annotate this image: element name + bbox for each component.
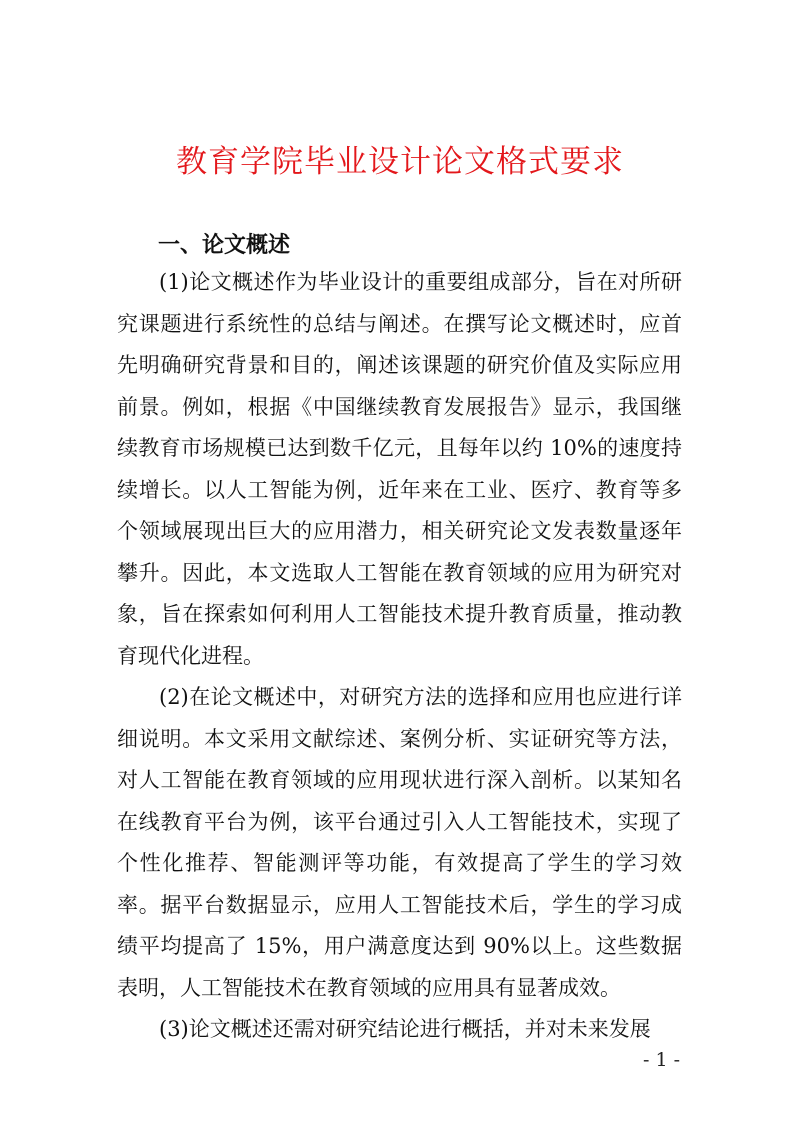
paragraph-1: (1)论文概述作为毕业设计的重要组成部分，旨在对所研究课题进行系统性的总结与阐述。在撰写论文概述时，应首先明确研究背景和目的，阐述该课题的研究价值及实际应用前景。例如，根据《中国继续教育发展报告》显示，我国继续教育市场规模已达到数千亿元，且每年以约 10%的速度持续增长。以人工智能为例，近年来在工业、医疗、教育等多个领域展现出巨大的应用潜力，相关研究论文发表数量逐年攀升。因此，本文选取人工智能在教育领域的应用为研究对象，旨在探索如何利用人工智能技术提升教育质量，推动教育现代化进程。	[117, 270, 682, 668]
paragraph-2: (2)在论文概述中，对研究方法的选择和应用也应进行详细说明。本文采用文献综述、案例分析、实证研究等方法，对人工智能在教育领域的应用现状进行深入剖析。以某知名在线教育平台为例，该平台通过引入人工智能技术，实现了个性化推荐、智能测评等功能，有效提高了学生的学习效率。据平台数据显示，应用人工智能技术后，学生的学习成绩平均提高了 15%，用户满意度达到 90%以上。这些数据表明，人工智能技术在教育领域的应用具有显著成效。	[117, 685, 682, 1000]
section-heading: 一、论文概述	[158, 233, 291, 258]
page-number: - 1 -	[642, 1049, 680, 1071]
section-body	[117, 262, 682, 1051]
paragraph-3: (3)论文概述还需对研究结论进行概括，并对未来发展	[159, 1017, 651, 1041]
document-title: 教育学院毕业设计论文格式要求	[176, 144, 624, 180]
